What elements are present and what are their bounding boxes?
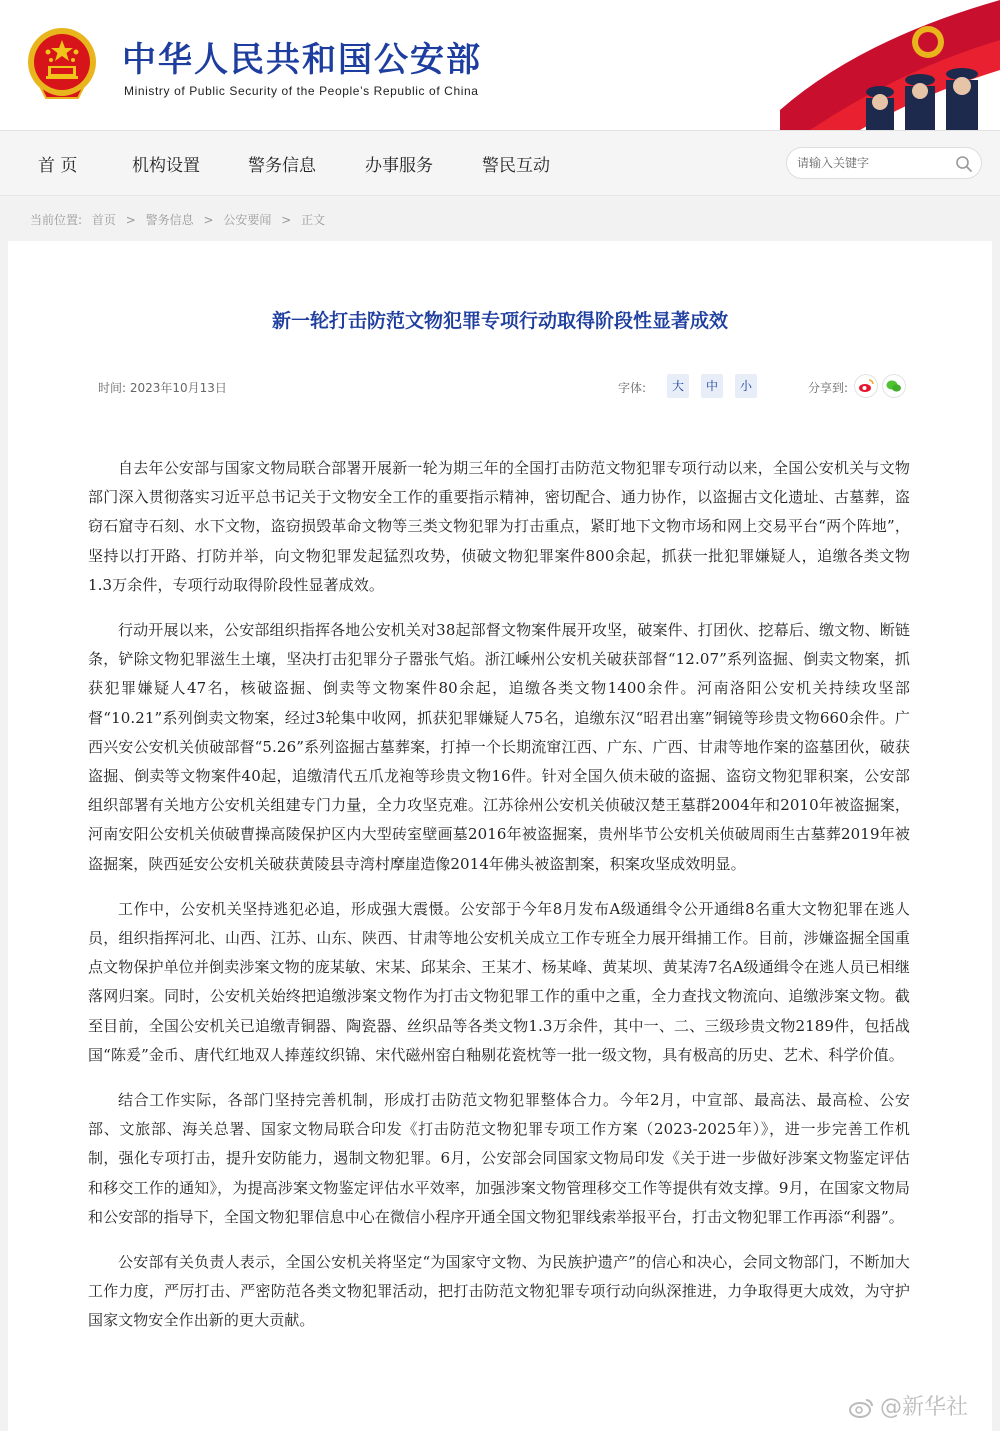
font-large-button[interactable]: 大 xyxy=(667,374,689,398)
breadcrumb-prefix: 当前位置: xyxy=(30,213,83,227)
font-medium-button[interactable]: 中 xyxy=(701,374,723,398)
article-paragraph: 结合工作实际，各部门坚持完善机制，形成打击防范文物犯罪整体合力。今年2月，中宣部、最高法、最高检、公安部、文旅部、海关总署、国家文物局联合印发《打击防范文物犯罪专项工作方案（2023-2025年）》，进一步完善工作机制，强化专项打击，提升安防能力，遏制文物犯罪。6月，公安部会同国家文物局印发《关于进一步做好涉案文物鉴定评估和移交工作的通知》，为提高涉案文物鉴定评估水平效率，加强涉案文物管理移交工作等提供有效支撑。9月，在国家文物局和公安部的指导下，全国文物犯罪信息中心在微信小程序开通全国文物犯罪线索举报平台，打击文物犯罪工作再添“利器”。 xyxy=(88,1091,910,1226)
article-paragraph: 自去年公安部与国家文物局联合部署开展新一轮为期三年的全国打击防范文物犯罪专项行动以来，全国公安机关与文物部门深入贯彻落实习近平总书记关于文物安全工作的重要指示精神，密切配合、通力协作，以盗掘古文化遗址、古墓葬，盗窃石窟寺石刻、水下文物，盗窃损毁革命文物等三类文物犯罪为打击重点，紧盯地下文物市场和网上交易平台“两个阵地”，坚持以打开路、打防并举，向文物犯罪发起猛烈攻势，侦破文物犯罪案件800余起，抓获一批犯罪嫌疑人，追缴各类文物1.3万余件，专项行动取得阶段性显著成效。 xyxy=(88,459,910,594)
police-banner-image xyxy=(740,0,1000,130)
wechat-icon[interactable] xyxy=(882,374,906,398)
breadcrumb-current: 正文 xyxy=(301,213,326,227)
weibo-icon[interactable] xyxy=(854,374,878,398)
article-paragraph: 公安部有关负责人表示，全国公安机关将坚定“为国家守文物、为民族护遗产”的信心和决心，会同文物部门，不断加大工作力度，严厉打击、严密防范各类文物犯罪活动，把打击防范文物犯罪专项行动向纵深推进，力争取得更大成效，为守护国家文物安全作出新的更大贡献。 xyxy=(88,1253,910,1330)
search-input[interactable] xyxy=(797,154,947,172)
share-label: 分享到: xyxy=(808,381,849,395)
nav-item-services[interactable]: 办事服务 xyxy=(365,156,433,176)
breadcrumb-police-news[interactable]: 警务信息 xyxy=(145,213,194,227)
article-date: 时间: 2023年10月13日 xyxy=(98,381,227,395)
breadcrumb-separator: > xyxy=(281,213,292,227)
breadcrumb-home[interactable]: 首页 xyxy=(91,213,116,227)
nav-item-home[interactable]: 首 页 xyxy=(38,156,78,176)
search-box xyxy=(786,147,982,179)
breadcrumb-separator: > xyxy=(125,213,136,227)
nav-item-police-news[interactable]: 警务信息 xyxy=(248,156,316,176)
breadcrumb-key-news[interactable]: 公安要闻 xyxy=(223,213,272,227)
main-navbar xyxy=(0,130,1000,196)
search-icon[interactable] xyxy=(955,155,973,173)
article-card xyxy=(8,241,992,1431)
watermark-text: @新华社 xyxy=(880,1395,969,1420)
breadcrumb-separator: > xyxy=(203,213,214,227)
weibo-icon xyxy=(848,1397,876,1419)
xinhua-watermark xyxy=(848,1390,968,1421)
article-paragraph: 工作中，公安机关坚持逃犯必追，形成强大震慑。公安部于今年8月发布A级通缉令公开通缉8名重大文物犯罪在逃人员，组织指挥河北、山西、江苏、山东、陕西、甘肃等地公安机关成立工作专班全力展开缉捕工作。目前，涉嫌盗掘全国重点文物保护单位并倒卖涉案文物的庞某敏、宋某、邱某余、王某才、杨某峰、黄某坝、黄某涛7名A级通缉令在逃人员已相继落网归案。同时，公安机关始终把追缴涉案文物作为打击文物犯罪工作的重中之重，全力查找文物流向、追缴涉案文物。截至目前，全国公安机关已追缴青铜器、陶瓷器、丝织品等各类文物1.3万余件，其中一、二、三级珍贵文物2189件，包括战国“陈爰”金币、唐代红地双人捧莲纹织锦、宋代磁州窑白釉剔花瓷枕等一批一级文物，具有极高的历史、艺术、科学价值。 xyxy=(88,899,910,1064)
site-header xyxy=(0,0,1000,130)
article-body xyxy=(88,454,910,1352)
national-emblem-icon[interactable] xyxy=(26,26,98,102)
breadcrumb xyxy=(30,211,325,228)
article-paragraph: 行动开展以来，公安部组织指挥各地公安机关对38起部督文物案件展开攻坚，破案件、打团伙、挖幕后、缴文物、断链条，铲除文物犯罪滋生土壤，坚决打击犯罪分子嚣张气焰。浙江嵊州公安机关破获部督“12.07”系列盗掘、倒卖文物案，抓获犯罪嫌疑人47名，核破盗掘、倒卖等文物案件80余起，追缴各类文物1400余件。河南洛阳公安机关持续攻坚部督“10.21”系列倒卖文物案，经过3轮集中收网，抓获犯罪嫌疑人75名，追缴东汉“昭君出塞”铜镜等珍贵文物660余件。广西兴安公安机关侦破部督“5.26”系列盗掘古墓葬案，打掉一个长期流窜江西、广东、广西、甘肃等地作案的盗墓团伙，破获盗掘、倒卖等文物案件40起，追缴清代五爪龙袍等珍贵文物16件。针对全国久侦未破的盗掘、盗窃文物犯罪积案，公安部组织部署有关地方公安机关组建专门力量，全力攻坚克难。江苏徐州公安机关侦破汉楚王墓群2004年和2010年被盗掘案，河南安阳公安机关侦破曹操高陵保护区内大型砖室壁画墓2016年被盗掘案，贵州毕节公安机关侦破周雨生古墓葬2019年被盗掘案，陕西延安公安机关破获黄陵县寺湾村摩崖造像2014年佛头被盗割案，积案攻坚成效明显。 xyxy=(88,621,910,873)
font-size-label: 字体: xyxy=(618,381,647,395)
site-title: 中华人民共和国公安部 xyxy=(122,40,482,80)
nav-item-organization[interactable]: 机构设置 xyxy=(132,156,200,176)
nav-item-interaction[interactable]: 警民互动 xyxy=(482,156,550,176)
font-small-button[interactable]: 小 xyxy=(735,374,757,398)
article-title: 新一轮打击防范文物犯罪专项行动取得阶段性显著成效 xyxy=(271,310,728,332)
site-subtitle: Ministry of Public Security of the People’s Republic of China xyxy=(124,84,479,98)
